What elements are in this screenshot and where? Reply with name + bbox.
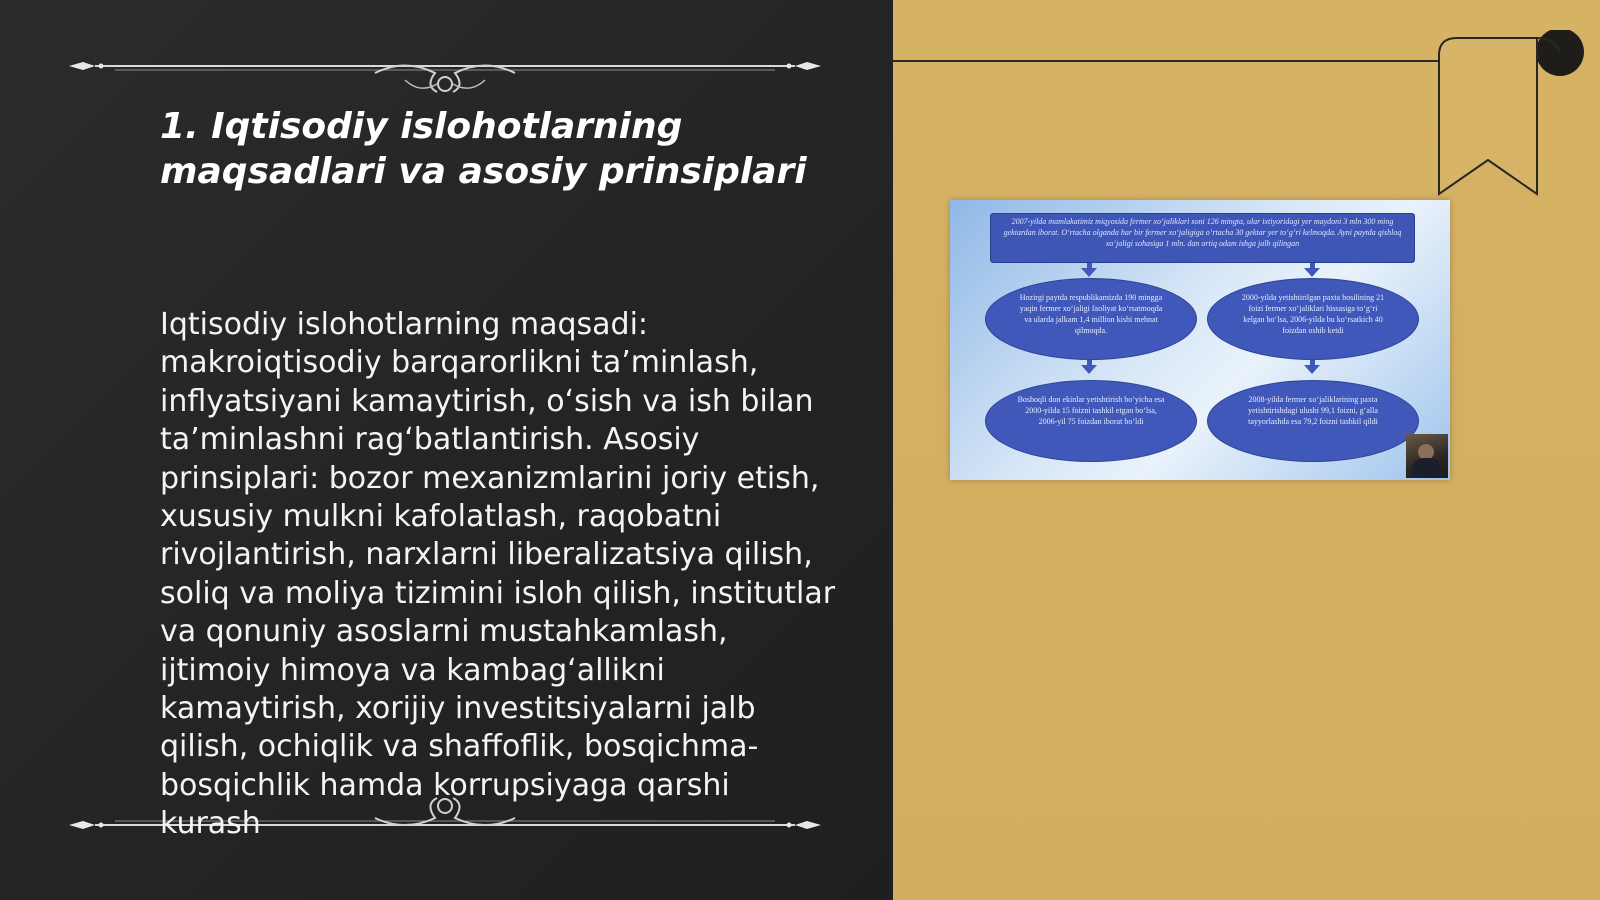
bookmark-icon: [1425, 30, 1600, 205]
down-arrow-icon: [1081, 365, 1097, 374]
farm-statistics-diagram: [950, 200, 1450, 480]
down-arrow-icon: [1304, 268, 1320, 277]
diagram-oval: Boshoqli don ekinlar yetishtirish bo‘yicha esa 2000-yilda 15 foizni tashkil etgan bo‘lsa, 2006-yil 75 foizdan iborat bo‘ldi: [985, 380, 1197, 462]
presenter-torso: [1412, 458, 1442, 478]
down-arrow-icon: [1304, 365, 1320, 374]
diagram-oval: 2000-yilda yetishtirilgan paxta hosilining 21 foizi fermer xo‘jaliklari hissasiga to‘g‘ri kelgan bo‘lsa, 2006-yilda bu ko‘rsatkich 40 foizdan oshib ketdi: [1207, 278, 1419, 360]
diagram-oval: Hozirgi paytda respublikamizda 190 mingga yaqin fermer xo‘jaligi faoliyat ko‘rsatmoqda va ularda jalkam 1,4 million kishi mehnat qilmoqda.: [985, 278, 1197, 360]
decorative-border-line: [893, 60, 1438, 62]
diagram-top-box: 2007-yilda mamlakatimiz miqyosida fermer xo‘jaliklari soni 126 mingta, ular ixtiyoridagi yer maydoni 3 mln 300 ming gektardan iborat. O‘rtacha olganda har bir fermer xo‘jaligiga o‘rtacha 30 gektar yer to‘g‘ri kelmoqda. Ayni paytda qishloq xo‘jaligi sohasiga 1 mln. dan ortiq odam ishga jalb qilingan: [990, 213, 1415, 263]
slide-body-text: Iqtisodiy islohotlarning maqsadi: makroiqtisodiy barqarorlikni ta’minlash, inflyatsiyani kamaytirish, o‘sish va ish bilan ta’minlashni rag‘batlantirish. Asosiy prinsiplari: bozor mexanizmlarini joriy etish, xususiy mulkni kafolatlash, raqobatni rivojlantirish, narxlarni liberalizatsiya qilish, soliq va moliya tizimini isloh qilish, institutlar va qonuniy asoslarni mustahkamlash, ijtimoiy himoya va kambag‘allikni kamaytirish, xorijiy investitsiyalarni jalb qilish, ochiqlik va shaffoflik, bosqichma-bosqichlik hamda korrupsiyaga qarshi kurash: [160, 307, 836, 842]
presenter-thumbnail: [1406, 434, 1448, 478]
diagram-oval: 2008-yilda fermer xo‘jaliklarining paxta yetishtirishdagi ulushi 99,1 foizni, g‘alla tayyorlashda esa 79,2 foizni tashkil qildi: [1207, 380, 1419, 462]
top-ornament-divider: [65, 48, 825, 98]
slide-title: 1. Iqtisodiy islohotlarning maqsadlari va asosiy prinsiplari: [160, 106, 807, 192]
down-arrow-icon: [1081, 268, 1097, 277]
